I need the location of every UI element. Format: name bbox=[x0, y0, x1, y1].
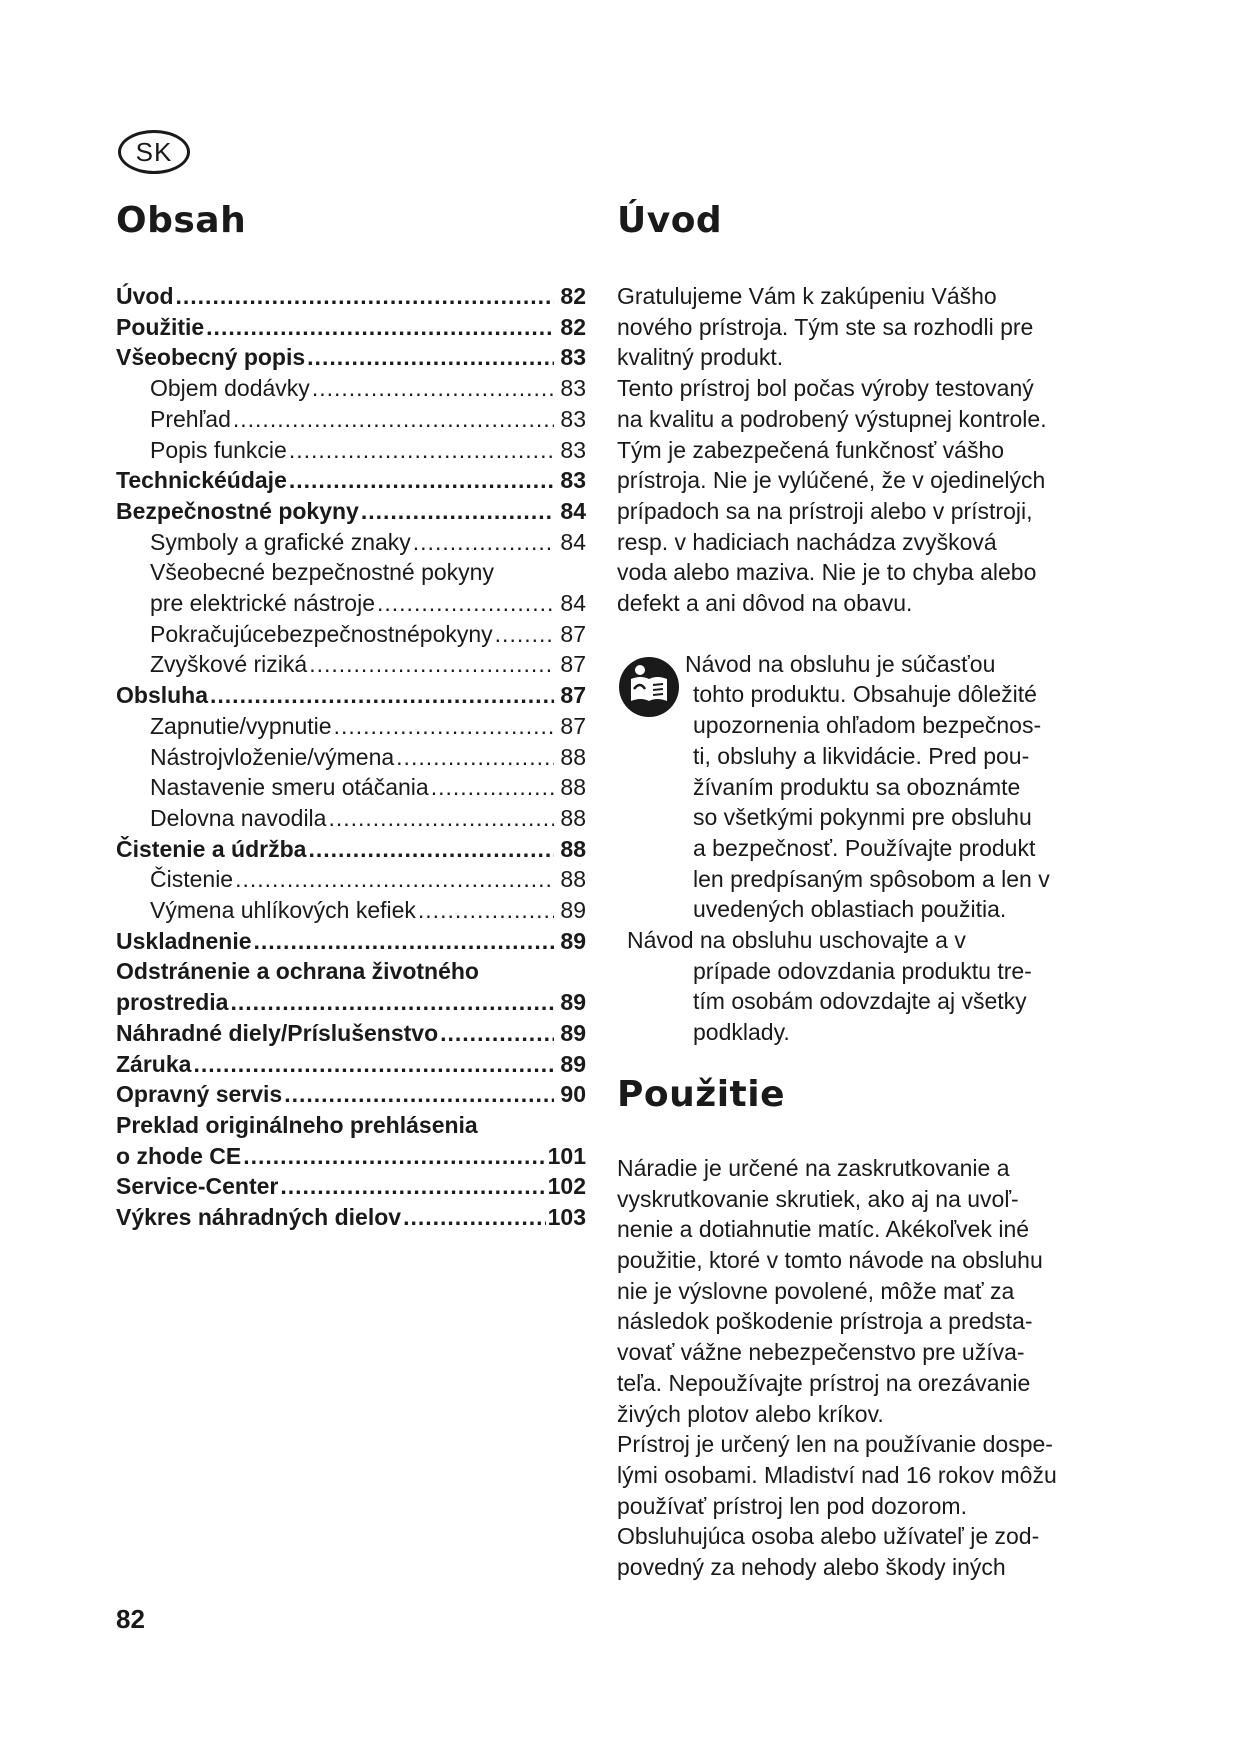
toc-page-number: 88 bbox=[560, 743, 586, 770]
text-line: teľa. Nepoužívajte prístroj na orezávanie bbox=[617, 1369, 1031, 1396]
toc-label: Uskladnenie bbox=[116, 927, 252, 954]
toc-label: Objem dodávky bbox=[150, 375, 310, 402]
page-number: 82 bbox=[116, 1604, 145, 1634]
use-heading: Použitie bbox=[617, 1073, 786, 1115]
toc-row bbox=[116, 1202, 586, 1233]
toc-page-number: 84 bbox=[560, 590, 586, 617]
table-of-contents bbox=[116, 200, 586, 1233]
toc-row bbox=[116, 803, 586, 834]
text-line: uvedených oblastiach použitia. bbox=[693, 896, 1007, 923]
intro-text bbox=[617, 281, 1097, 619]
toc-page-number: 102 bbox=[547, 1173, 586, 1200]
toc-leader-dots bbox=[280, 1171, 545, 1202]
toc-page-number: 88 bbox=[560, 866, 586, 893]
toc-leader-dots bbox=[377, 588, 554, 619]
text-line: Prístroj je určený len na používanie dospe- bbox=[617, 1431, 1053, 1458]
text-line: nie je výslovne povolené, môže mať za bbox=[617, 1277, 1015, 1304]
text-line: použitie, ktoré v tomto návode na obsluhu bbox=[617, 1246, 1043, 1273]
toc-leader-dots bbox=[254, 926, 555, 957]
text-line: Obsluhujúca osoba alebo užívateľ je zod- bbox=[617, 1523, 1040, 1550]
text-line: Návod na obsluhu uschovajte a v bbox=[627, 927, 966, 954]
toc-page-number: 87 bbox=[560, 682, 586, 709]
text-line: vovať vážne nebezpečenstvo pre užíva- bbox=[617, 1339, 1025, 1366]
toc-page-number: 83 bbox=[560, 436, 586, 463]
toc-row bbox=[116, 312, 586, 343]
toc-page-number: 89 bbox=[560, 897, 586, 924]
toc-label: Záruka bbox=[116, 1050, 192, 1077]
text-line: prístroja. Nie je vylúčené, že v ojedinelých bbox=[617, 467, 1046, 494]
toc-leader-dots bbox=[308, 834, 554, 865]
toc-leader-dots bbox=[289, 465, 554, 496]
toc-leader-dots bbox=[440, 1018, 554, 1049]
toc-leader-dots bbox=[396, 742, 554, 773]
toc-row bbox=[116, 987, 586, 1018]
toc-label: Pokračujúcebezpečnostnépokyny bbox=[150, 620, 493, 647]
toc-label: Obsluha bbox=[116, 682, 209, 709]
text-line: nového prístroja. Tým ste sa rozhodli pre bbox=[617, 313, 1034, 340]
toc-row bbox=[116, 496, 586, 527]
text-line: kvalitný produkt. bbox=[617, 344, 784, 371]
toc-page-number: 89 bbox=[560, 1019, 586, 1046]
toc-page-number: 87 bbox=[560, 651, 586, 678]
text-line: vyskrutkovanie skrutiek, ako aj na uvoľ- bbox=[617, 1185, 1019, 1212]
toc-row bbox=[116, 465, 586, 496]
text-line: prípadoch sa na prístroji alebo v prístroji, bbox=[617, 497, 1033, 524]
toc-label: Bezpečnostné pokyny bbox=[116, 497, 359, 524]
toc-row bbox=[116, 1110, 586, 1141]
toc-leader-dots bbox=[307, 342, 554, 373]
text-line: žívaním produktu sa oboznámte bbox=[693, 773, 1021, 800]
text-line: ti, obsluhy a likvidácie. Pred pou- bbox=[693, 742, 1030, 769]
toc-page-number: 82 bbox=[560, 283, 586, 309]
text-line: na kvalitu a podrobený výstupnej kontrole. bbox=[617, 405, 1047, 432]
toc-label: Symboly a grafické znaky bbox=[150, 528, 411, 555]
toc-row bbox=[116, 834, 586, 865]
toc-heading: Obsah bbox=[116, 200, 247, 241]
toc-leader-dots bbox=[176, 281, 555, 312]
text-line: resp. v hadiciach nachádza zvyšková bbox=[617, 528, 997, 555]
toc-row bbox=[116, 680, 586, 711]
toc-row bbox=[116, 557, 586, 588]
toc-row bbox=[116, 895, 586, 926]
text-line: lými osobami. Mladiství nad 16 rokov môžu bbox=[617, 1461, 1057, 1488]
use-text bbox=[617, 1153, 1097, 1583]
toc-leader-dots bbox=[289, 435, 554, 466]
text-line: nenie a dotiahnutie matíc. Akékoľvek iné bbox=[617, 1216, 1030, 1243]
toc-page-number: 83 bbox=[560, 405, 586, 432]
text-line: upozornenia ohľadom bezpečnos- bbox=[693, 712, 1042, 739]
text-line: živých plotov alebo kríkov. bbox=[617, 1400, 884, 1427]
toc-leader-dots bbox=[413, 527, 554, 558]
toc-page-number: 87 bbox=[560, 620, 586, 647]
toc-label: Čistenie a údržba bbox=[116, 835, 307, 862]
toc-label: Zapnutie/vypnutie bbox=[150, 712, 332, 739]
toc-row bbox=[116, 281, 586, 312]
text-line: Tým je zabezpečená funkčnosť vášho bbox=[617, 436, 1005, 463]
toc-label: Výmena uhlíkových kefiek bbox=[150, 897, 416, 924]
toc-page-number: 84 bbox=[560, 528, 586, 555]
text-line: povedný za nehody alebo škody iných bbox=[617, 1554, 1006, 1581]
toc-page-number: 103 bbox=[547, 1204, 586, 1231]
toc-page-number: 101 bbox=[547, 1142, 586, 1169]
toc-label: prostredia bbox=[116, 989, 229, 1016]
toc-leader-dots bbox=[431, 772, 554, 803]
toc-leader-dots bbox=[418, 895, 554, 926]
text-line: následok poškodenie prístroja a predsta- bbox=[617, 1308, 1033, 1335]
toc-page-number: 88 bbox=[560, 835, 586, 862]
toc-label: Delovna navodila bbox=[150, 804, 327, 831]
toc-row bbox=[116, 742, 586, 773]
toc-row bbox=[116, 404, 586, 435]
toc-label: pre elektrické nástroje bbox=[150, 590, 375, 617]
toc-label: Všeobecný popis bbox=[116, 344, 306, 371]
toc-leader-dots bbox=[361, 496, 554, 527]
toc-page-number: 84 bbox=[560, 497, 586, 524]
toc-list bbox=[116, 281, 586, 1233]
language-code: SK bbox=[135, 136, 173, 167]
toc-row bbox=[116, 1079, 586, 1110]
toc-label: Čistenie bbox=[150, 866, 234, 893]
toc-page-number: 82 bbox=[560, 313, 586, 340]
toc-row bbox=[116, 956, 586, 987]
toc-label: Service-Center bbox=[116, 1173, 279, 1200]
toc-row bbox=[116, 1018, 586, 1049]
manual-notice bbox=[617, 649, 1097, 1048]
text-line: Gratulujeme Vám k zakúpeniu Vášho bbox=[617, 283, 997, 309]
intro-heading: Úvod bbox=[617, 200, 723, 241]
text-line: so všetkými pokynmi pre obsluhu bbox=[693, 804, 1032, 831]
toc-page-number: 89 bbox=[560, 927, 586, 954]
toc-label: Popis funkcie bbox=[150, 436, 287, 463]
toc-leader-dots bbox=[235, 864, 554, 895]
toc-page-number: 88 bbox=[560, 774, 586, 801]
toc-leader-dots bbox=[233, 404, 554, 435]
toc-label: Výkres náhradných dielov bbox=[116, 1204, 402, 1231]
notice-text bbox=[627, 649, 1097, 1048]
toc-row bbox=[116, 435, 586, 466]
toc-row bbox=[116, 342, 586, 373]
toc-row bbox=[116, 1171, 586, 1202]
toc-row bbox=[116, 588, 586, 619]
right-column bbox=[617, 200, 1097, 1583]
toc-label: Použitie bbox=[116, 313, 205, 340]
toc-page-number: 88 bbox=[560, 804, 586, 831]
toc-leader-dots bbox=[328, 803, 554, 834]
toc-label: Nastavenie smeru otáčania bbox=[150, 774, 429, 801]
toc-leader-dots bbox=[206, 312, 554, 343]
toc-leader-dots bbox=[210, 680, 554, 711]
toc-label: Úvod bbox=[116, 283, 174, 309]
text-line: tím osobám odovzdajte aj všetky bbox=[693, 988, 1027, 1015]
toc-row bbox=[116, 1141, 586, 1172]
text-line: a bezpečnosť. Používajte produkt bbox=[693, 834, 1036, 861]
toc-row bbox=[116, 373, 586, 404]
toc-leader-dots bbox=[334, 711, 554, 742]
toc-leader-dots bbox=[495, 619, 554, 650]
toc-row bbox=[116, 864, 586, 895]
toc-page-number: 83 bbox=[560, 375, 586, 402]
toc-leader-dots bbox=[312, 373, 554, 404]
toc-page-number: 83 bbox=[560, 467, 586, 494]
text-line: Tento prístroj bol počas výroby testovaný bbox=[617, 375, 1034, 402]
manual-book-icon bbox=[617, 655, 681, 719]
toc-page-number: 89 bbox=[560, 1050, 586, 1077]
language-badge bbox=[118, 130, 190, 174]
text-line: tohto produktu. Obsahuje dôležité bbox=[693, 681, 1037, 708]
toc-row bbox=[116, 619, 586, 650]
toc-leader-dots bbox=[193, 1049, 554, 1080]
toc-row bbox=[116, 527, 586, 558]
toc-page-number: 83 bbox=[560, 344, 586, 371]
toc-label: Prehľad bbox=[150, 405, 231, 432]
toc-leader-dots bbox=[309, 649, 554, 680]
toc-label: Preklad originálneho prehlásenia bbox=[116, 1111, 478, 1138]
toc-label: Opravný servis bbox=[116, 1081, 283, 1108]
text-line: len predpísaným spôsobom a len v bbox=[693, 865, 1050, 892]
toc-leader-dots bbox=[284, 1079, 554, 1110]
toc-page-number: 90 bbox=[560, 1081, 586, 1108]
toc-label: Nástrojvloženie/výmena bbox=[150, 743, 395, 770]
text-line: používať prístroj len pod dozorom. bbox=[617, 1492, 967, 1519]
toc-label: Odstránenie a ochrana životného bbox=[116, 958, 479, 985]
toc-row bbox=[116, 1049, 586, 1080]
toc-label: Zvyškové riziká bbox=[150, 651, 308, 678]
toc-page-number: 89 bbox=[560, 989, 586, 1016]
text-line: Náradie je určené na zaskrutkovanie a bbox=[617, 1154, 1010, 1181]
toc-row bbox=[116, 926, 586, 957]
text-line: prípade odovzdania produktu tre- bbox=[693, 957, 1032, 984]
toc-row bbox=[116, 649, 586, 680]
toc-label: Technickéúdaje bbox=[116, 467, 287, 494]
toc-row bbox=[116, 711, 586, 742]
toc-label: Náhradné diely/Príslušenstvo bbox=[116, 1019, 439, 1046]
text-line: podklady. bbox=[693, 1019, 790, 1046]
text-line: Návod na obsluhu je súčasťou bbox=[685, 650, 996, 677]
toc-label: Všeobecné bezpečnostné pokyny bbox=[150, 559, 494, 586]
text-line: voda alebo maziva. Nie je to chyba alebo bbox=[617, 559, 1037, 586]
toc-leader-dots bbox=[243, 1141, 545, 1172]
toc-label: o zhode CE bbox=[116, 1142, 242, 1169]
text-line: defekt a ani dôvod na obavu. bbox=[617, 590, 913, 617]
toc-leader-dots bbox=[230, 987, 554, 1018]
toc-row bbox=[116, 772, 586, 803]
toc-leader-dots bbox=[403, 1202, 546, 1233]
toc-page-number: 87 bbox=[560, 712, 586, 739]
